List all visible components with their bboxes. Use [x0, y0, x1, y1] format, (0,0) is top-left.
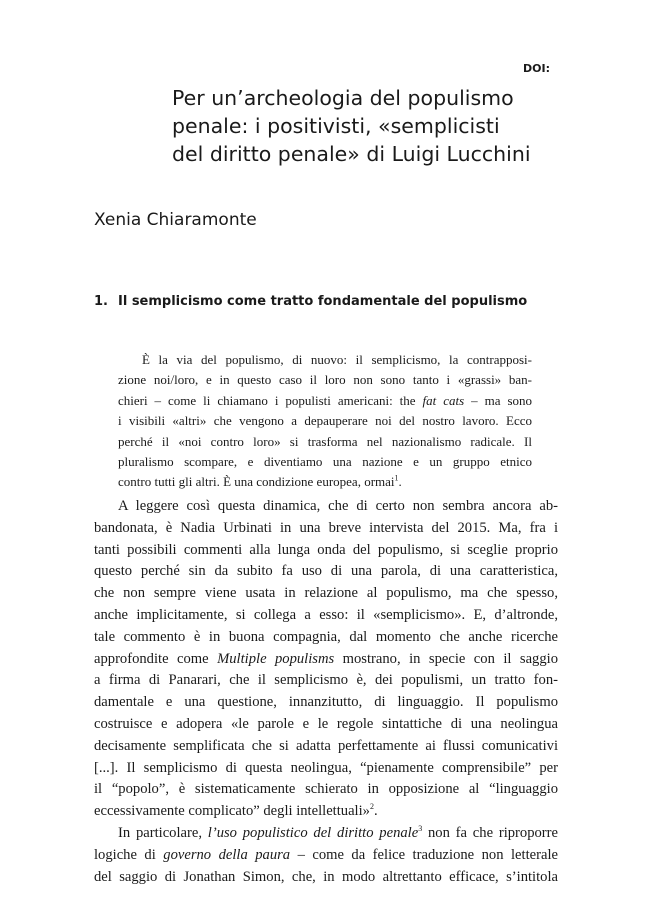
body-line: A leggere così questa dinamica, che di certo non sembra ancora ab-: [118, 498, 558, 514]
body-line: approfondite come Multiple populisms mostrano, in specie con il saggio: [94, 650, 559, 667]
section-number: 1.: [94, 294, 108, 309]
block-quote: [118, 350, 532, 493]
author-name: Xenia Chiaramonte: [94, 210, 257, 230]
body-line: il “popolo”, è sistematicamente schierato in opposizione al “linguaggio: [94, 781, 558, 798]
footnote-ref: 3: [418, 824, 423, 834]
body-line: che non sempre viene usata in relazione al populismo, ma che spesso,: [94, 585, 558, 602]
quote-line: perché il «noi contro loro» si trasforma nel nazionalismo radicale. Il: [118, 433, 532, 449]
body-line: logiche di governo della paura – come da felice traduzione non letterale: [94, 846, 558, 863]
body-line: tanti possibili commenti alla lunga onda del populismo, si sceglie proprio: [94, 541, 558, 558]
article-title: [172, 84, 572, 168]
footnote-ref: 2: [369, 802, 374, 812]
italic-phrase: l’uso populistico del diritto penale: [207, 824, 419, 841]
section-heading: [94, 294, 527, 309]
quote-line: i visibili «altri» che vengono a depauperare noi del nostro lavoro. Ecco: [118, 413, 532, 429]
body-line: tale commento è in buona compagnia, dal momento che anche ricerche: [94, 628, 558, 645]
body-line: del saggio di Jonathan Simon, che, in modo altrettanto efficace, s’intitola: [94, 868, 558, 885]
italic-phrase: governo della paura: [163, 846, 291, 863]
body-line: damentale e una questione, innanzitutto, di linguaggio. Il populismo: [94, 694, 558, 711]
body-line: anche implicitamente, si collega a esso: il «semplicismo». E, d’altronde,: [94, 606, 558, 623]
body-line: a firma di Panarari, che il semplicismo è, dei populismi, un tratto fon-: [94, 672, 558, 689]
title-line: Per un’archeologia del populismo: [172, 86, 514, 110]
italic-title: Multiple populisms: [217, 650, 335, 667]
body-line: decisamente semplificata che si adatta perfettamente ai flussi comunicativi: [94, 737, 558, 754]
body-line: bandonata, è Nadia Urbinati in una breve intervista del 2015. Ma, fra i: [94, 519, 558, 536]
body-line: In particolare, l’uso populistico del diritto penale$^3$ non fa che riproporre: [118, 824, 558, 841]
title-line: penale: i positivisti, «semplicisti: [172, 114, 500, 138]
quote-line: È la via del populismo, di nuovo: il semplicismo, la contrapposi-: [142, 352, 532, 367]
body-line: costruisce e adopera «le parole e le regole sintattiche di una neolingua: [94, 715, 558, 732]
doi-label: DOI:: [523, 62, 550, 75]
section-title: Il semplicismo come tratto fondamentale del populismo: [118, 294, 528, 309]
body-text: [94, 496, 558, 888]
body-line: [...]. Il semplicismo di questa neolingua, “pienamente comprensibile” per: [94, 759, 558, 776]
title-line: del diritto penale» di Luigi Lucchini: [172, 142, 531, 166]
quote-line: pluralismo scompare, e diventiamo una nazione e un gruppo etnico: [118, 453, 532, 469]
italic-term: fat cats: [422, 392, 465, 408]
quote-line: zione noi/loro, e in questo caso il loro non sono tanto i «grassi» ban-: [118, 372, 532, 388]
body-line: eccessivamente complicato” degli intellettuali»$^2$.: [94, 802, 378, 820]
quote-line: contro tutti gli altri. È una condizione europea, ormai$^1$.: [118, 474, 402, 490]
footnote-ref: 1: [394, 474, 399, 484]
body-line: questo perché sin da subito fa uso di una parola, di una caratteristica,: [94, 563, 558, 580]
quote-line: chieri – come li chiamano i populisti americani: the fat cats – ma sono: [118, 392, 533, 408]
